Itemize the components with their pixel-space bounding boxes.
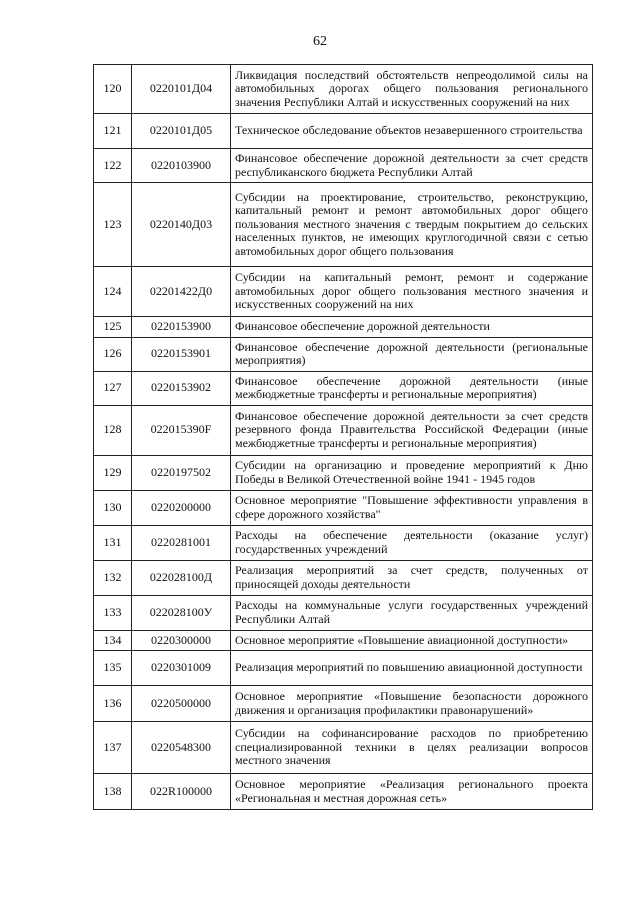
table-row: [94, 774, 593, 810]
row-code: 0220153902: [132, 371, 231, 405]
budget-classification-table: [93, 64, 593, 810]
table-row: [94, 560, 593, 595]
row-number: 134: [94, 630, 132, 651]
row-description: Финансовое обеспечение дорожной деятельности: [231, 317, 593, 338]
table-row: [94, 114, 593, 149]
row-number: 129: [94, 455, 132, 490]
row-number: 123: [94, 183, 132, 267]
row-number: 130: [94, 490, 132, 525]
row-code: 0220101Д05: [132, 114, 231, 149]
table-row: [94, 183, 593, 267]
table-row: [94, 455, 593, 490]
table-body: [94, 65, 593, 810]
table-row: [94, 651, 593, 686]
row-number: 127: [94, 371, 132, 405]
row-number: 125: [94, 317, 132, 338]
row-description: Расходы на обеспечение деятельности (оказание услуг) государственных учреждений: [231, 525, 593, 560]
row-description: Основное мероприятие "Повышение эффективности управления в сфере дорожного хозяйства": [231, 490, 593, 525]
row-code: 0220500000: [132, 686, 231, 722]
row-description: Реализация мероприятий за счет средств, полученных от приносящей доходы деятельности: [231, 560, 593, 595]
row-number: 126: [94, 337, 132, 371]
row-code: 022028100У: [132, 595, 231, 630]
row-description: Субсидии на проектирование, строительство, реконструкцию, капитальный ремонт и ремонт автомобильных дорог общего пользования местного значения с твердым покрытием до сельских населенных пунктов, не имеющих круглогодичной связи с сетью автомобильных дорог общего пользования: [231, 183, 593, 267]
row-description: Финансовое обеспечение дорожной деятельности за счет средств республиканского бюджета Республики Алтай: [231, 149, 593, 183]
row-code: 0220200000: [132, 490, 231, 525]
row-description: Субсидии на капитальный ремонт, ремонт и содержание автомобильных дорог общего пользования местного значения и искусственных сооружений на них: [231, 267, 593, 317]
row-description: Финансовое обеспечение дорожной деятельности (региональные мероприятия): [231, 337, 593, 371]
row-description: Основное мероприятие «Повышение авиационной доступности»: [231, 630, 593, 651]
page-number: 62: [313, 34, 327, 49]
row-code: 0220301009: [132, 651, 231, 686]
table-row: [94, 149, 593, 183]
row-code: 0220103900: [132, 149, 231, 183]
row-number: 136: [94, 686, 132, 722]
row-description: Техническое обследование объектов незавершенного строительства: [231, 114, 593, 149]
row-description: Основное мероприятие «Повышение безопасности дорожного движения и организация профилактики правонарушений»: [231, 686, 593, 722]
row-code: 02201422Д0: [132, 267, 231, 317]
table-row: [94, 267, 593, 317]
row-number: 132: [94, 560, 132, 595]
table-row: [94, 686, 593, 722]
row-description: Субсидии на софинансирование расходов по приобретению специализированной техники в целях реализации вопросов местного значения: [231, 722, 593, 774]
table-row: [94, 525, 593, 560]
row-description: Расходы на коммунальные услуги государственных учреждений Республики Алтай: [231, 595, 593, 630]
row-number: 133: [94, 595, 132, 630]
row-code: 0220281001: [132, 525, 231, 560]
row-description: Финансовое обеспечение дорожной деятельности (иные межбюджетные трансферты и региональные мероприятия): [231, 371, 593, 405]
row-code: 0220300000: [132, 630, 231, 651]
row-description: Реализация мероприятий по повышению авиационной доступности: [231, 651, 593, 686]
table-row: [94, 65, 593, 114]
row-number: 137: [94, 722, 132, 774]
table-row: [94, 371, 593, 405]
table-row: [94, 337, 593, 371]
table-row: [94, 595, 593, 630]
table-row: [94, 630, 593, 651]
table-row: [94, 405, 593, 455]
row-code: 0220101Д04: [132, 65, 231, 114]
row-number: 128: [94, 405, 132, 455]
row-code: 022015390F: [132, 405, 231, 455]
row-code: 022028100Д: [132, 560, 231, 595]
row-number: 135: [94, 651, 132, 686]
table-row: [94, 490, 593, 525]
row-code: 022R100000: [132, 774, 231, 810]
row-number: 124: [94, 267, 132, 317]
table-row: [94, 722, 593, 774]
row-description: Финансовое обеспечение дорожной деятельности за счет средств резервного фонда Правительства Российской Федерации (иные межбюджетные трансферты и региональные мероприятия): [231, 405, 593, 455]
row-number: 120: [94, 65, 132, 114]
row-description: Субсидии на организацию и проведение мероприятий к Дню Победы в Великой Отечественной войне 1941 - 1945 годов: [231, 455, 593, 490]
row-number: 138: [94, 774, 132, 810]
row-description: Основное мероприятие «Реализация регионального проекта «Региональная и местная дорожная сеть»: [231, 774, 593, 810]
row-code: 0220197502: [132, 455, 231, 490]
row-code: 0220153901: [132, 337, 231, 371]
row-code: 0220548300: [132, 722, 231, 774]
row-description: Ликвидация последствий обстоятельств непреодолимой силы на автомобильных дорогах общего пользования регионального значения Республики Алтай и искусственных сооружений на них: [231, 65, 593, 114]
row-number: 122: [94, 149, 132, 183]
row-number: 131: [94, 525, 132, 560]
row-number: 121: [94, 114, 132, 149]
row-code: 0220153900: [132, 317, 231, 338]
table-row: [94, 317, 593, 338]
row-code: 0220140Д03: [132, 183, 231, 267]
